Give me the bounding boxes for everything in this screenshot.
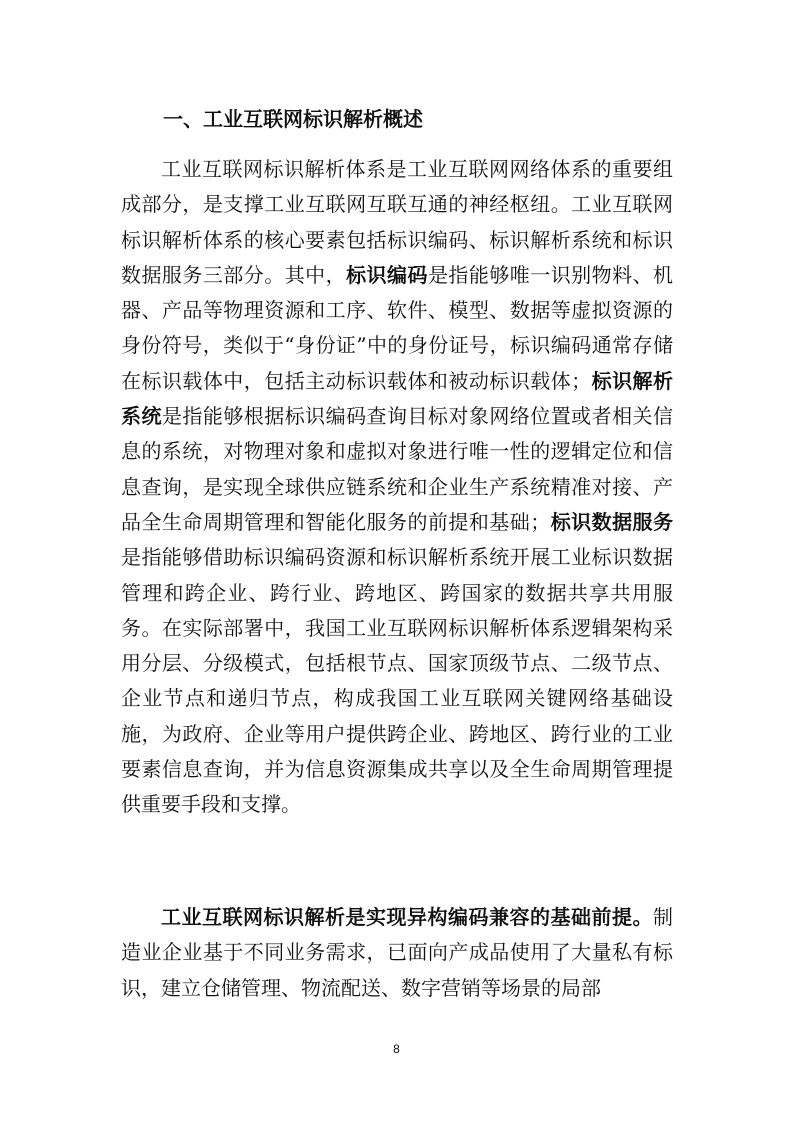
paragraph-2-text-segment-1: 制造业企业基于不同业务需求，已面向产成品使用了大量私有标识，建立仓储管理、物流配送、数字营销等场景的局部 [121,905,673,1000]
paragraph-1-text [121,152,673,823]
term-data-service: 标识数据服务 [550,509,674,534]
paragraph-1-text-segment-2: 是指能够唯一识别物料、机器、产品等物理资源和工序、软件、模型、数据等虚拟资源的身份符号，类似于“身份证”中的身份证号，标识编码通常存储在标识载体中，包括主动标识载体和被动标识载体； [121,262,674,393]
paragraph-compatibility [121,900,673,1006]
paragraph-1-text-segment-3: 是指能够根据标识编码查询目标对象网络位置或者相关信息的系统，对物理对象和虚拟对象进行唯一性的逻辑定位和信息查询，是实现全球供应链系统和企业生产系统精准对接、产品全生命周期管理和智能化服务的前提和基础； [121,404,674,534]
paragraph-overview [121,152,673,823]
paragraph-2-lead-sentence: 工业互联网标识解析是实现异构编码兼容的基础前提。 [161,905,653,929]
term-resolution-system: 标识解析系统 [121,368,674,429]
page-number: 8 [393,1042,400,1056]
term-identifier-code: 标识编码 [346,262,428,287]
paragraph-2-text [121,900,673,1006]
section-heading: 一、工业互联网标识解析概述 [163,107,423,131]
paragraph-1-text-segment-1: 工业互联网标识解析体系是工业互联网网络体系的重要组成部分，是支撑工业互联网互联互通的神经枢纽。工业互联网标识解析体系的核心要素包括标识编码、标识解析系统和标识数据服务三部分。其中， [121,157,673,287]
paragraph-1-text-segment-4: 是指能够借助标识编码资源和标识解析系统开展工业标识数据管理和跨企业、跨行业、跨地区、跨国家的数据共享共用服务。在实际部署中，我国工业互联网标识解析体系逻辑架构采用分层、分级模式，包括根节点、国家顶级节点、二级节点、企业节点和递归节点，构成我国工业互联网关键网络基础设施，为政府、企业等用户提供跨企业、跨地区、跨行业的工业要素信息查询，并为信息资源集成共享以及全生命周期管理提供重要手段和支撑。 [121,545,673,817]
